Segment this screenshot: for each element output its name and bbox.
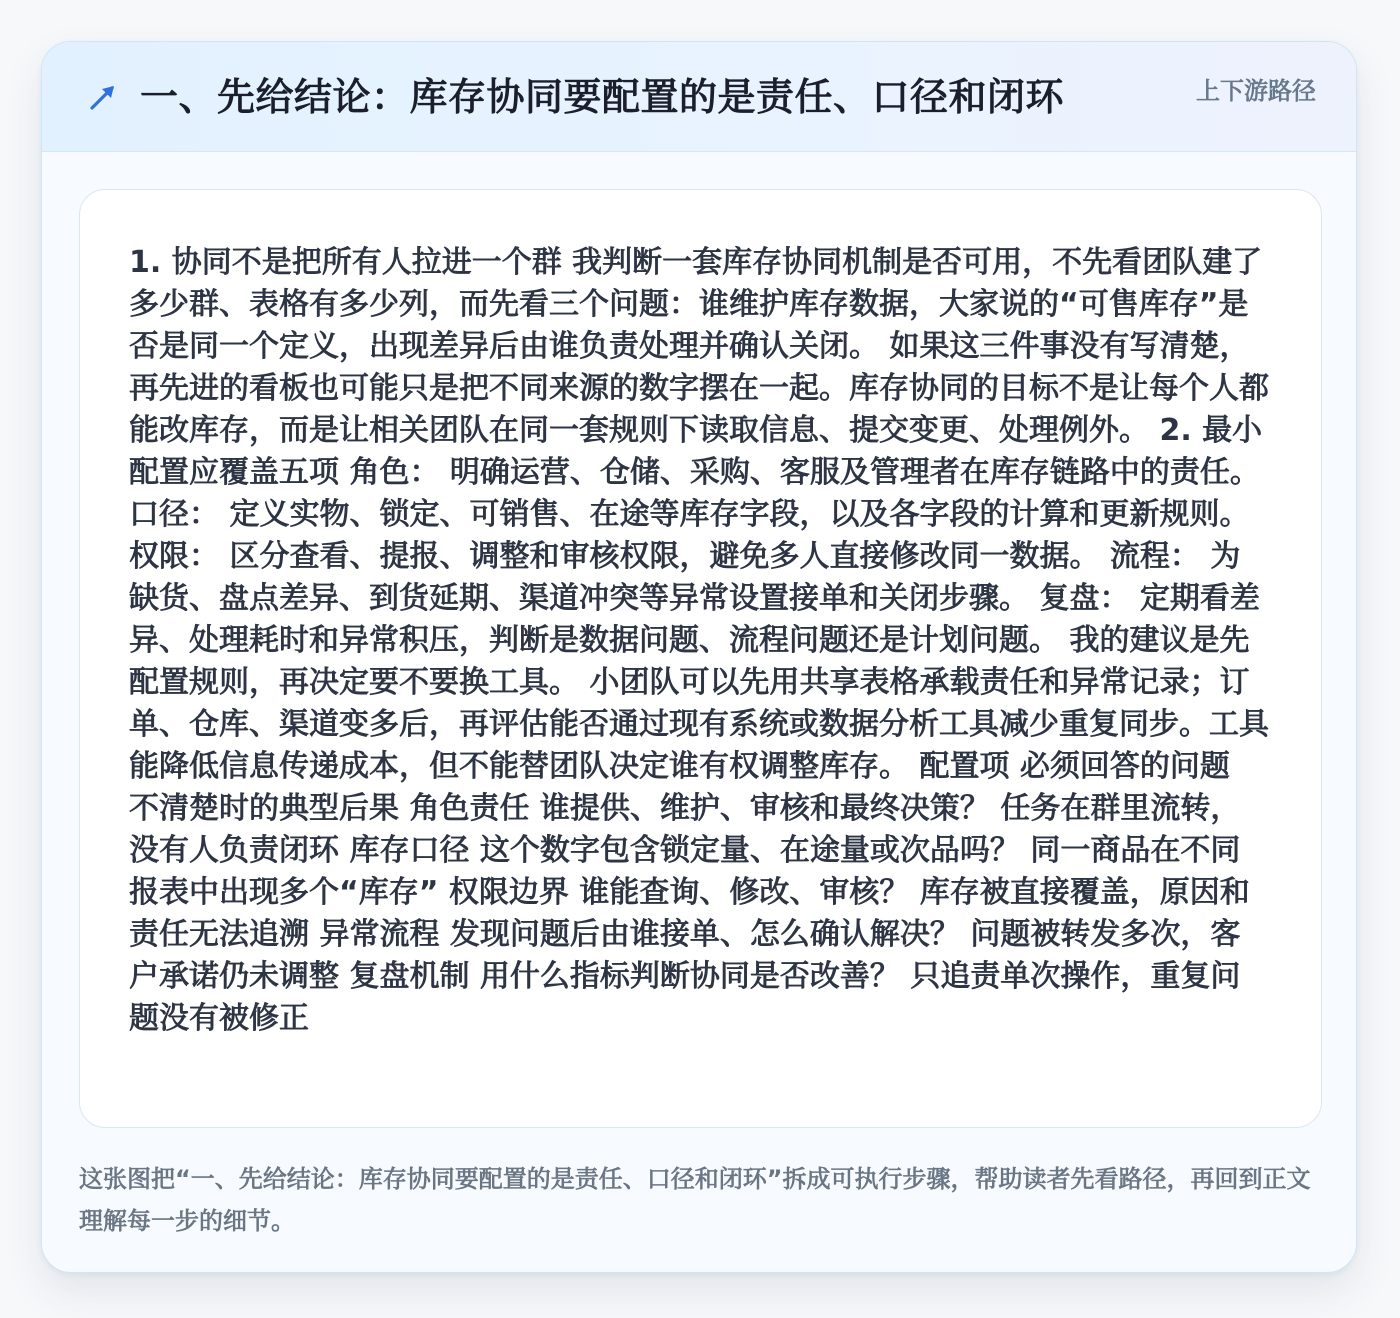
body-paragraph: 1. 协同不是把所有人拉进一个群 我判断一套库存协同机制是否可用，不先看团队建了多少群、表格有多少列，而先看三个问题：谁维护库存数据，大家说的“可售库存”是否是同一个定义，出现差异后由谁负责处理并确认关闭。 如果这三件事没有写清楚，再先进的看板也可能只是把不同来源的数字摆在一起。库存协同的目标不是让每个人都能改库存，而是让相关团队在同一套规则下读取信息、提交变更、处理例外。 2. 最小配置应覆盖五项 角色： 明确运营、仓储、采购、客服及管理者在库存链路中的责任。 口径： 定义实物、锁定、可销售、在途等库存字段，以及各字段的计算和更新规则。 权限： 区分查看、提报、调整和审核权限，避免多人直接修改同一数据。 流程： 为缺货、盘点差异、到货延期、渠道冲突等异常设置接单和关闭步骤。 复盘： 定期看差异、处理耗时和异常积压，判断是数据问题、流程问题还是计划问题。 我的建议是先配置规则，再决定要不要换工具。 小团队可以先用共享表格承载责任和异常记录；订单、仓库、渠道变多后，再评估能否通过现有系统或数据分析工具减少重复同步。工具能降低信息传递成本，但不能替团队决定谁有权调整库存。 配置项 必须回答的问题 不清楚时的典型后果 角色责任 谁提供、维护、审核和最终决策？ 任务在群里流转，没有人负责闭环 库存口径 这个数字包含锁定量、在途量或次品吗？ 同一商品在不同报表中出现多个“库存” 权限边界 谁能查询、修改、审核？ 库存被直接覆盖，原因和责任无法追溯 异常流程 发现问题后由谁接单、怎么确认解决？ 问题被转发多次，客户承诺仍未调整 复盘机制 用什么指标判断协同是否改善？ 只追责单次操作，重复问题没有被修正 (129, 245, 1269, 1036)
arrow-up-right-icon (86, 80, 120, 114)
article-card (41, 41, 1357, 1273)
section-title: 一、先给结论：库存协同要配置的是责任、口径和闭环 (140, 75, 1065, 119)
card-header (42, 42, 1356, 152)
figure-caption: 这张图把“一、先给结论：库存协同要配置的是责任、口径和闭环”拆成可执行步骤，帮助读者先看路径，再回到正文理解每一步的细节。 (79, 1165, 1311, 1235)
path-tag: 上下游路径 (1196, 77, 1316, 105)
content-panel (79, 189, 1322, 1128)
